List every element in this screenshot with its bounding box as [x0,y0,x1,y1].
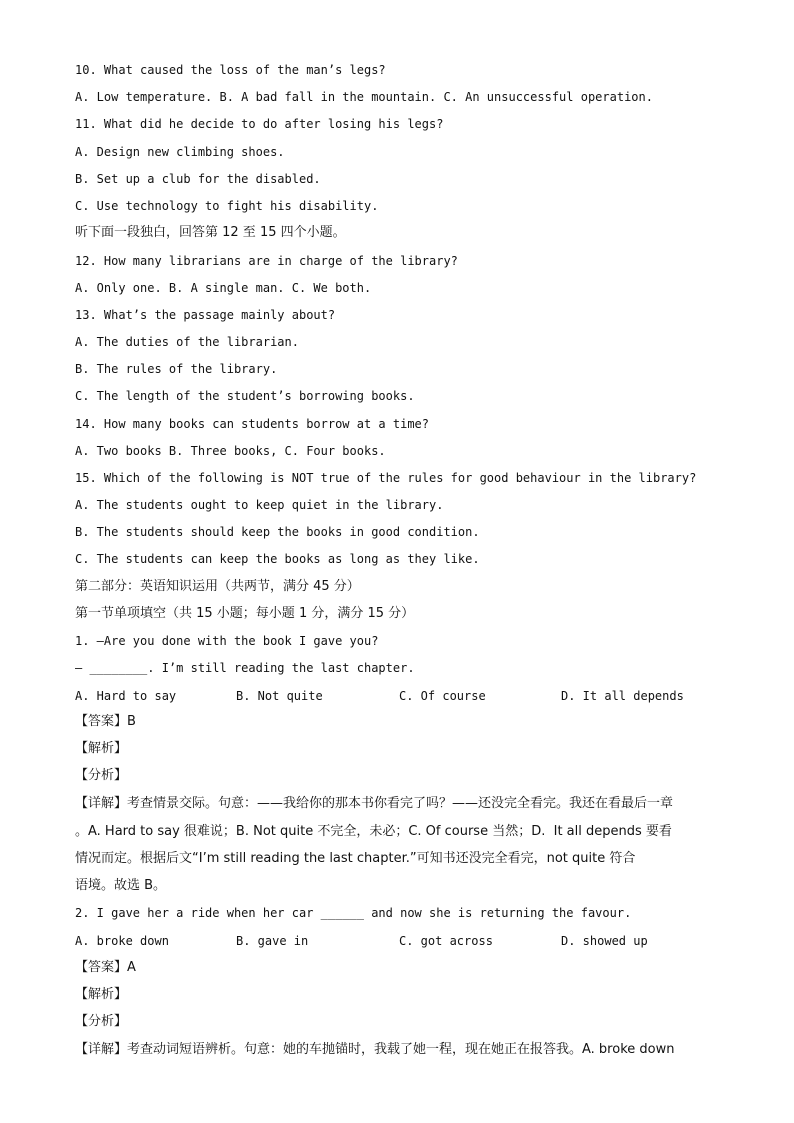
option-a: A. broke down [75,934,169,948]
question-15-option-a: A. The students ought to keep quiet in the library. [75,498,444,512]
question-11-option-a: A. Design new climbing shoes. [75,145,285,159]
explanation-line-1: 【详解】考查情景交际。句意：——我给你的那本书你看完了吗？——还没完全看完。我还在看最后一章 [75,796,674,811]
question-2: 2. I gave her a ride when her car ______ and now she is returning the favour. [75,906,632,920]
question-15-option-c: C. The students can keep the books as long as they like. [75,552,480,566]
analysis-label: 【解析】 [75,741,128,756]
question-13: 13. What’s the passage mainly about? [75,308,336,322]
option-d: D. It all depends [561,689,684,703]
question-11: 11. What did he decide to do after losing his legs? [75,117,444,131]
breakdown-label: 【分析】 [75,1014,128,1029]
section-one-heading: 第一节单项填空（共 15 小题；每小题 1 分，满分 15 分） [75,606,415,621]
question-15: 15. Which of the following is NOT true of the rules for good behaviour in the library? [75,471,697,485]
question-10: 10. What caused the loss of the man’s legs? [75,63,386,77]
question-13-option-a: A. The duties of the librarian. [75,335,299,349]
question-11-option-b: B. Set up a club for the disabled. [75,172,321,186]
question-1-options [75,688,755,704]
option-b: B. gave in [236,934,309,948]
question-13-option-b: B. The rules of the library. [75,362,278,376]
question-14: 14. How many books can students borrow at a time? [75,417,430,431]
breakdown-label: 【分析】 [75,768,128,783]
explanation-line-2: 。A. Hard to say 很难说；B. Not quite 不完全，未必；C. Of course 当然；D. It all depends 要看 [75,824,672,839]
explanation-line-3: 情况而定。根据后文“I’m still reading the last chapter.”可知书还没完全看完，not quite 符合 [75,851,636,866]
question-11-option-c: C. Use technology to fight his disability. [75,199,379,213]
option-d: D. showed up [561,934,648,948]
option-b: B. Not quite [236,689,323,703]
question-1-reply: — ________. I’m still reading the last chapter. [75,661,415,675]
answer-label: 【答案】A [75,960,136,975]
question-13-option-c: C. The length of the student’s borrowing books. [75,389,415,403]
question-1: 1. —Are you done with the book I gave you? [75,634,379,648]
option-c: C. got across [399,934,493,948]
analysis-label: 【解析】 [75,987,128,1002]
option-c: C. Of course [399,689,486,703]
option-a: A. Hard to say [75,689,177,703]
question-2-options [75,933,755,949]
part-two-heading: 第二部分：英语知识运用（共两节，满分 45 分） [75,579,360,594]
explanation-line-q2: 【详解】考查动词短语辨析。句意：她的车抛锚时，我载了她一程，现在她正在报答我。A. broke down [75,1042,675,1057]
question-10-options: A. Low temperature. B. A bad fall in the mountain. C. An unsuccessful operation. [75,90,653,104]
answer-label: 【答案】B [75,714,136,729]
explanation-line-4: 语境。故选 B。 [75,878,167,893]
question-12-options: A. Only one. B. A single man. C. We both. [75,281,372,295]
question-15-option-b: B. The students should keep the books in good condition. [75,525,480,539]
section-instruction: 听下面一段独白，回答第 12 至 15 四个小题。 [75,225,346,240]
question-14-options: A. Two books B. Three books, C. Four books. [75,444,386,458]
question-12: 12. How many librarians are in charge of the library? [75,254,458,268]
